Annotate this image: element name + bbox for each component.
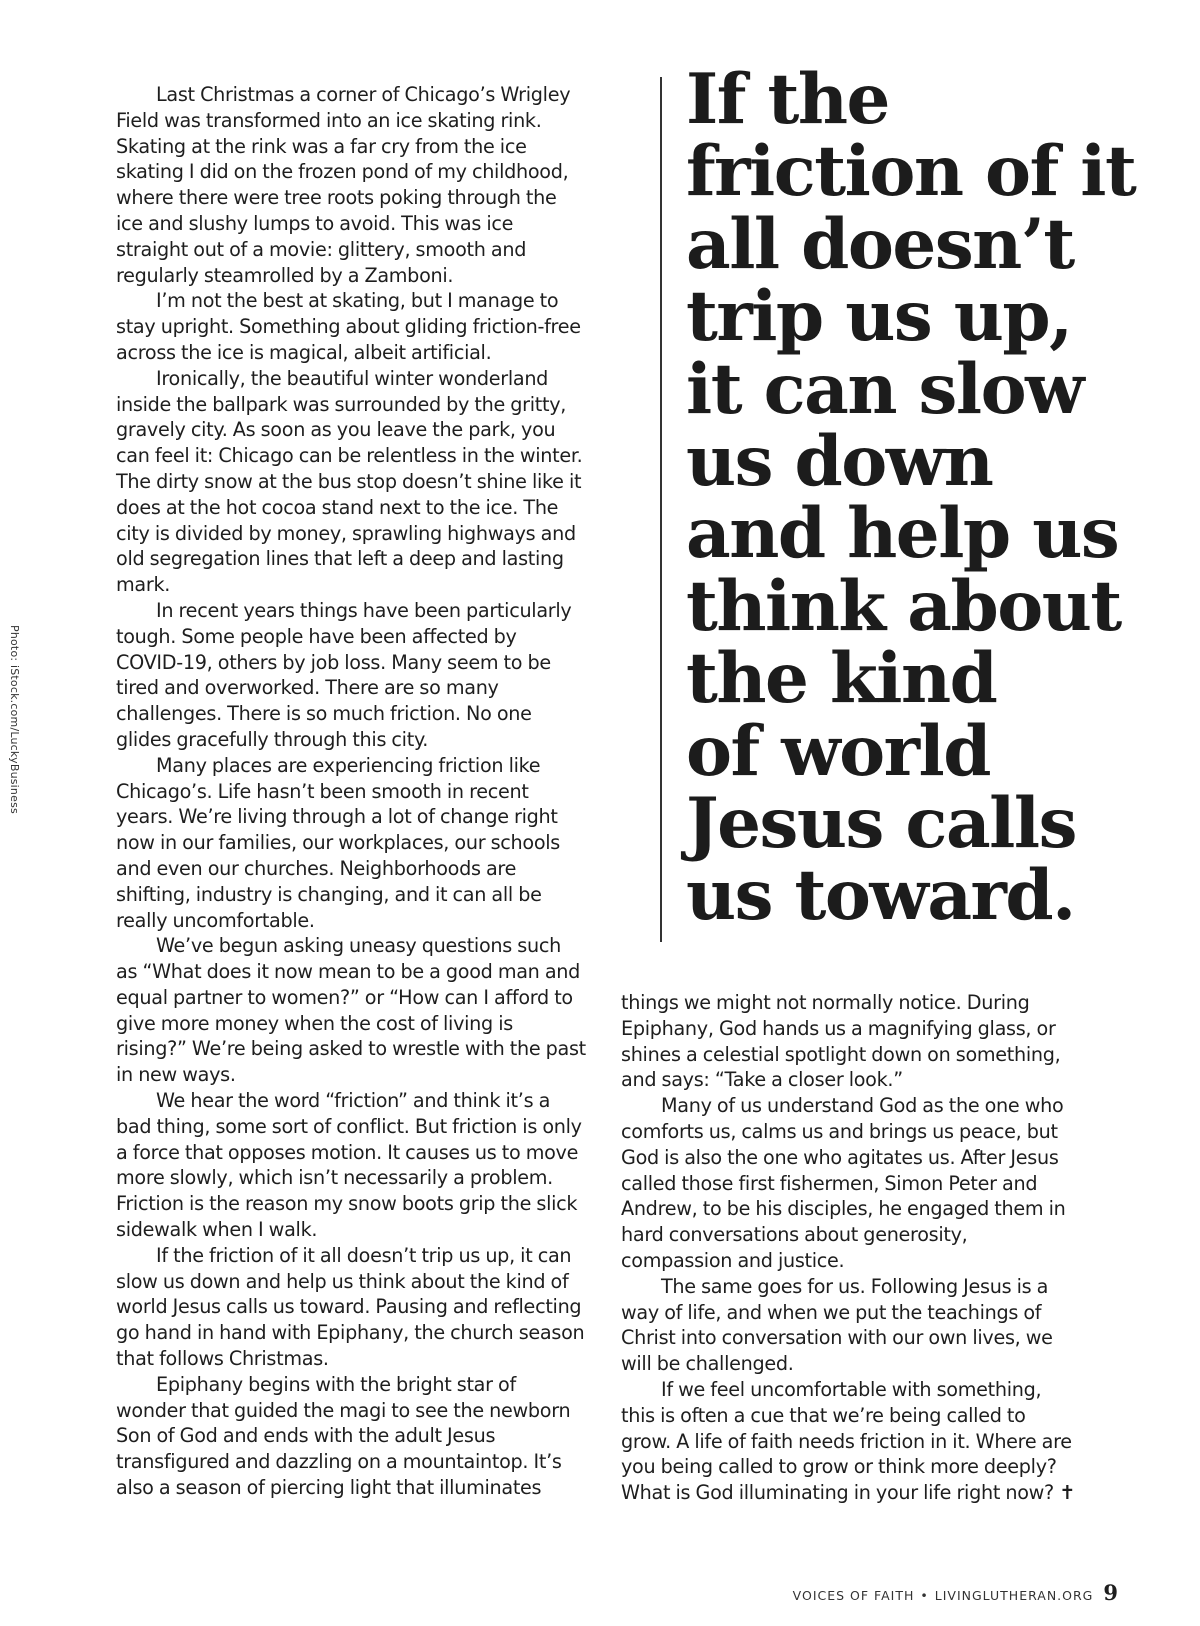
pull-quote-line: If the	[686, 59, 889, 140]
paragraph: things we might not normally notice. During Epiphany, God hands us a magnifying glass, or shines a celestial spotlight down on something, and says: “Take a closer look.”	[621, 991, 1061, 1092]
paragraph: If the friction of it all doesn’t trip us up, it can slow us down and help us think about the kind of world Jesus calls us toward. Pausing and reflecting go hand in hand with Epiphany, the church season that follows Christmas.	[116, 1243, 585, 1371]
pull-quote-line: friction of it	[686, 131, 1136, 213]
paragraph: Ironically, the beautiful winter wonderland inside the ballpark was surrounded by the gritty, gravely city. As soon as you leave the park, you can feel it: Chicago can be relentless in the winter. The dirty snow at the bus stop doesn’t shine like it does at the hot cocoa stand next to the ice. The city is divided by money, sprawling highways and old segregation lines that left a deep and lasting mark.	[116, 366, 583, 597]
footer-site: LIVINGLUTHERAN.ORG	[934, 1588, 1094, 1603]
pull-quote-line: it can slow	[686, 348, 1083, 430]
paragraph: In recent years things have been particularly tough. Some people have been affected by COVID-19, others by job loss. Many seem to be tired and overworked. There are so many challenges. There is so much friction. No one glides gracefully through this city.	[116, 598, 572, 751]
pull-quote-line: all doesn’t	[686, 203, 1074, 285]
pull-quote-line: of world	[686, 710, 990, 792]
footer-section: VOICES OF FAITH	[792, 1588, 915, 1603]
footer-separator: •	[920, 1588, 929, 1603]
article-column-right	[621, 990, 1077, 1506]
paragraph: Last Christmas a corner of Chicago’s Wrigley Field was transformed into an ice skating rink. Skating at the rink was a far cry from the ice skating I did on the frozen pond of my childhood, where there were tree roots poking through the ice and slushy lumps to avoid. This was ice straight out of a movie: glittery, smooth and regularly steamrolled by a Zamboni.	[116, 83, 571, 287]
pull-quote-line: and help us	[686, 493, 1119, 575]
pull-quote-line: trip us up,	[686, 276, 1072, 358]
page-number: 9	[1103, 1580, 1118, 1605]
article-column-left	[116, 82, 586, 1501]
pull-quote-line: think about	[686, 565, 1121, 647]
paragraph: If we feel uncomfortable with something, this is often a cue that we’re being called to grow. A life of faith needs friction in it. Where are you being called to grow or think more deeply? What is God illuminating in your life right now? ✝	[621, 1377, 1076, 1505]
page-footer	[793, 1580, 1118, 1605]
pull-quote-line: the kind	[686, 638, 997, 720]
photo-credit: Photo: iStock.com/LuckyBusiness	[8, 625, 21, 814]
paragraph: I’m not the best at skating, but I manage to stay upright. Something about gliding friction-free across the ice is magical, albeit artificial.	[116, 289, 581, 364]
pull-quote-rule	[660, 77, 662, 942]
paragraph: Many of us understand God as the one who comforts us, calms us and brings us peace, but God is also the one who agitates us. After Jesus called those first fishermen, Simon Peter and Andrew, to be his disciples, he engaged them in hard conversations about generosity, compassion and justice.	[621, 1094, 1066, 1272]
pull-quote-line: Jesus calls	[686, 783, 1076, 865]
paragraph: The same goes for us. Following Jesus is a way of life, and when we put the teachings of Christ into conversation with our own lives, we will be challenged.	[621, 1274, 1053, 1376]
paragraph: Epiphany begins with the bright star of wonder that guided the magi to see the newborn Son of God and ends with the adult Jesus transfigured and dazzling on a mountaintop. It’s also a season of piercing light that illuminates	[116, 1372, 571, 1500]
pull-quote-line: us down	[686, 421, 993, 503]
paragraph: We hear the word “friction” and think it’s a bad thing, some sort of conflict. But friction is only a force that opposes motion. It causes us to move more slowly, which isn’t necessarily a problem. Friction is the reason my snow boots grip the slick sidewalk when I walk.	[116, 1089, 582, 1242]
pull-quote	[686, 59, 1136, 937]
pull-quote-line: us toward.	[686, 855, 1075, 937]
paragraph: Many places are experiencing friction like Chicago’s. Life hasn’t been smooth in recent years. We’re living through a lot of change right now in our families, our workplaces, our schools and even our churches. Neighborhoods are shifting, industry is changing, and it can all be really uncomfortable.	[116, 753, 561, 932]
paragraph: We’ve begun asking uneasy questions such as “What does it now mean to be a good man and equal partner to women?” or “How can I afford to give more money when the cost of living is rising?” We’re being asked to wrestle with the past in new ways.	[116, 934, 586, 1087]
